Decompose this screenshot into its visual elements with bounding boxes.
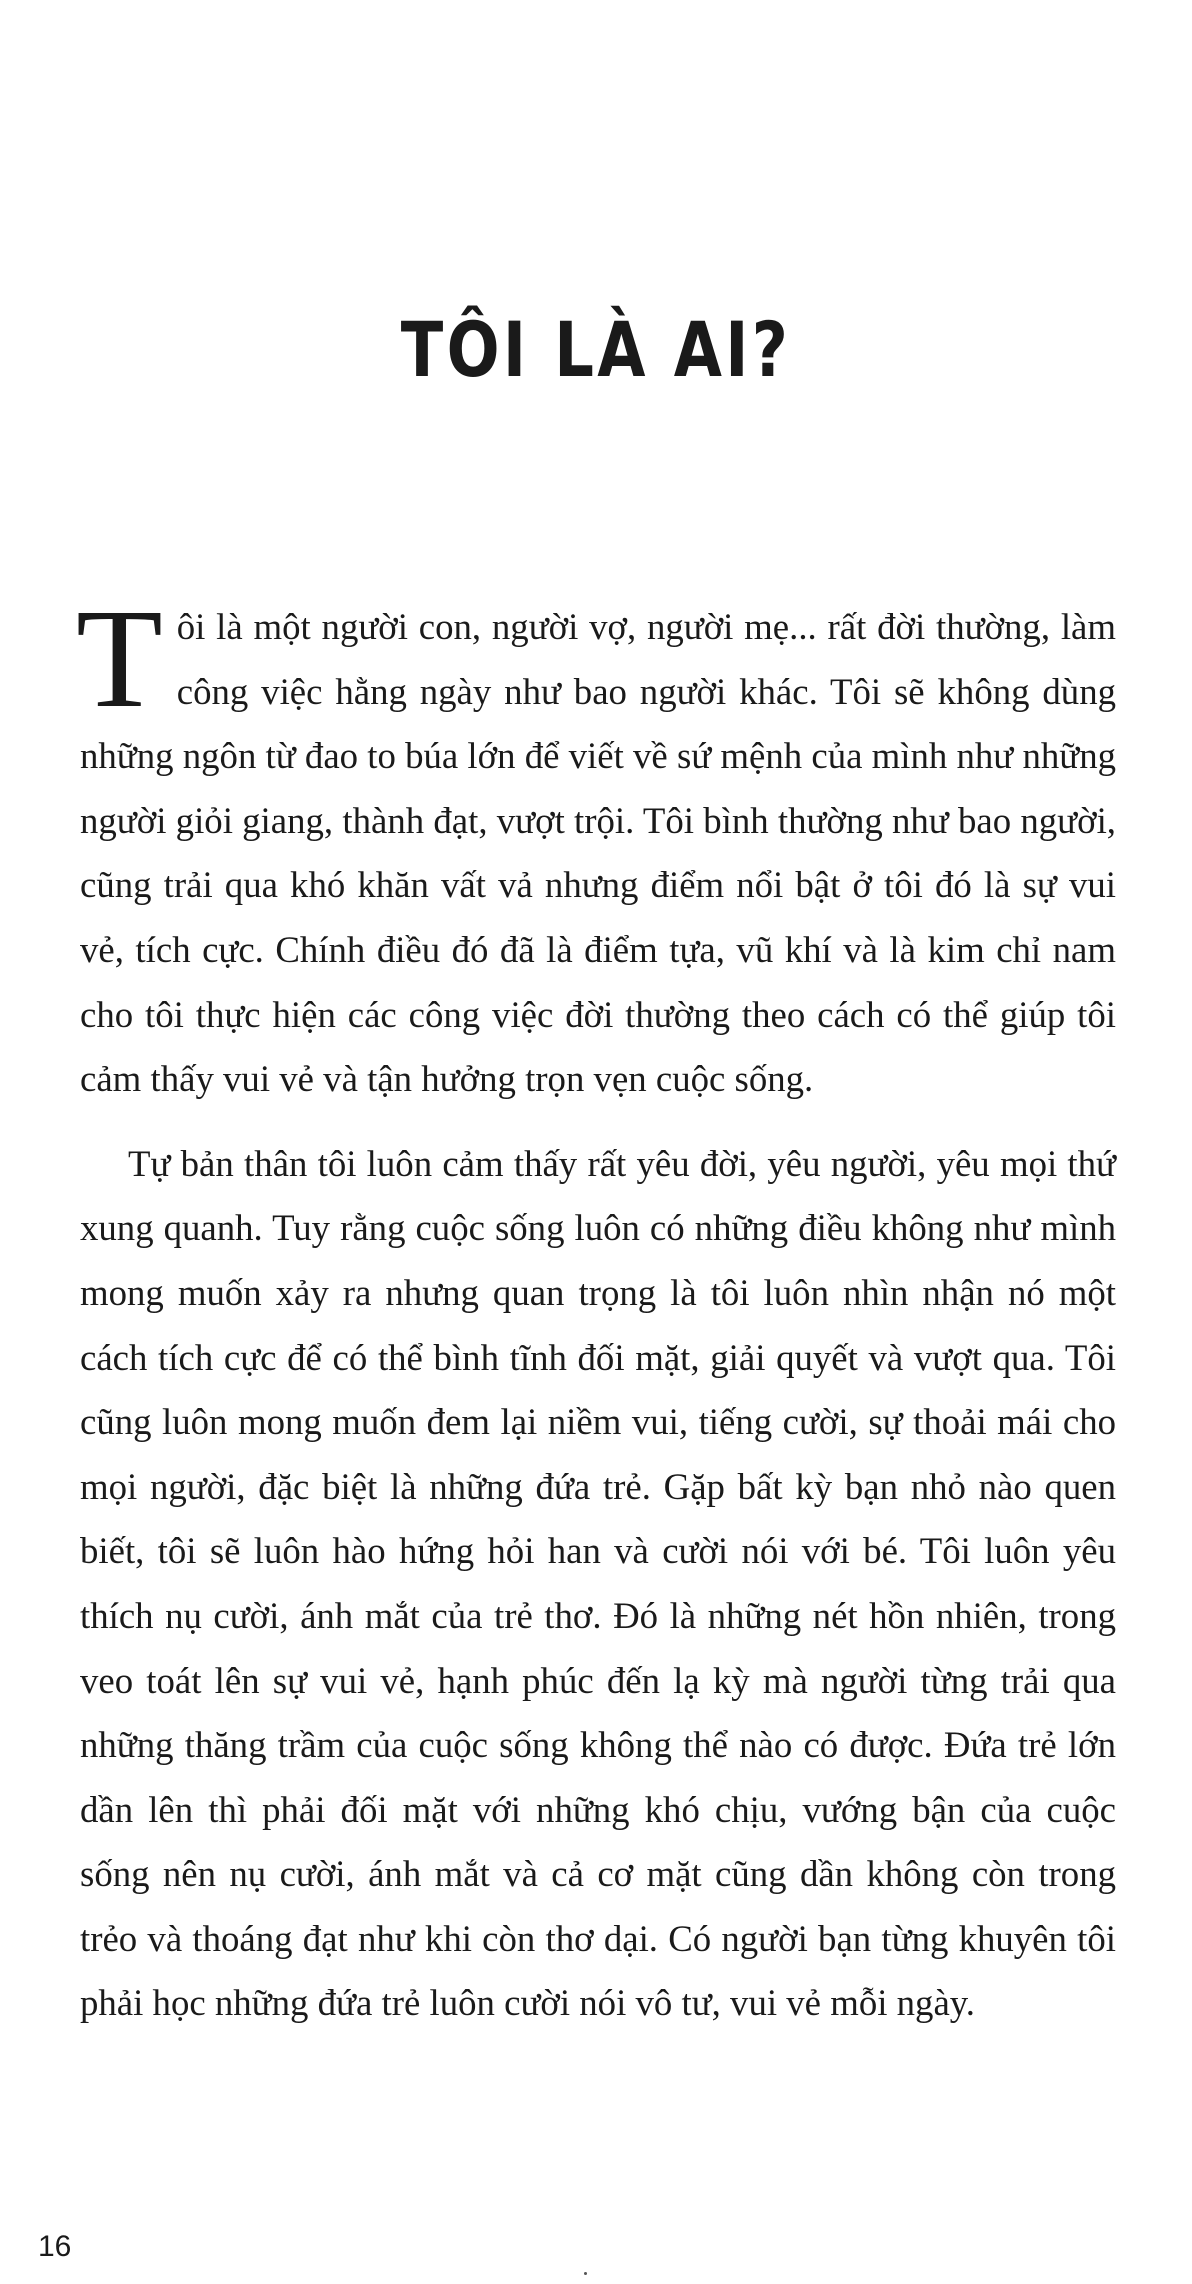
page-number: 16 <box>38 2230 72 2263</box>
drop-cap: T <box>76 579 163 737</box>
paragraph-2: Tự bản thân tôi luôn cảm thấy rất yêu đời, yêu người, yêu mọi thứ xung quanh. Tuy rằng cuộc sống luôn có những điều không như mình mong muốn xảy ra nhưng quan trọng là tôi luôn nhìn nhận nó một cách tích cực để có thể bình tĩnh đối mặt, giải quyết và vượt qua. Tôi cũng luôn mong muốn đem lại niềm vui, tiếng cười, sự thoải mái cho mọi người, đặc biệt là những đứa trẻ. Gặp bất kỳ bạn nhỏ nào quen biết, tôi sẽ luôn hào hứng hỏi han và cười nói với bé. Tôi luôn yêu thích nụ cười, ánh mắt của trẻ thơ. Đó là những nét hồn nhiên, trong veo toát lên sự vui vẻ, hạnh phúc đến lạ kỳ mà người từng trải qua những thăng trầm của cuộc sống không thể nào có được. Đứa trẻ lớn dần lên thì phải đối mặt với những khó chịu, vướng bận của cuộc sống nên nụ cười, ánh mắt và cả cơ mặt cũng dần không còn trong trẻo và thoáng đạt như khi còn thơ dại. Có người bạn từng khuyên tôi phải học những đứa trẻ luôn cười nói vô tư, vui vẻ mỗi ngày. <box>80 1142 1116 2024</box>
print-speck <box>584 2272 587 2275</box>
paragraph-1-text: ôi là một người con, người vợ, người mẹ... rất đời thường, làm công việc hằng ngày như bao người khác. Tôi sẽ không dùng những ngôn từ đao to búa lớn để viết về sứ mệnh của mình như những người giỏi giang, thành đạt, vượt trội. Tôi bình thường như bao người, cũng trải qua khó khăn vất vả nhưng điểm nổi bật ở tôi đó là sự vui vẻ, tích cực. Chính điều đó đã là điểm tựa, vũ khí và là kim chỉ nam cho tôi thực hiện các công việc đời thường theo cách có thể giúp tôi cảm thấy vui vẻ và tận hưởng trọn vẹn cuộc sống. <box>80 606 1116 1100</box>
body-text <box>76 579 1116 2036</box>
chapter-title: TÔI LÀ AI? <box>400 305 792 394</box>
paragraph-1 <box>76 579 1116 1112</box>
